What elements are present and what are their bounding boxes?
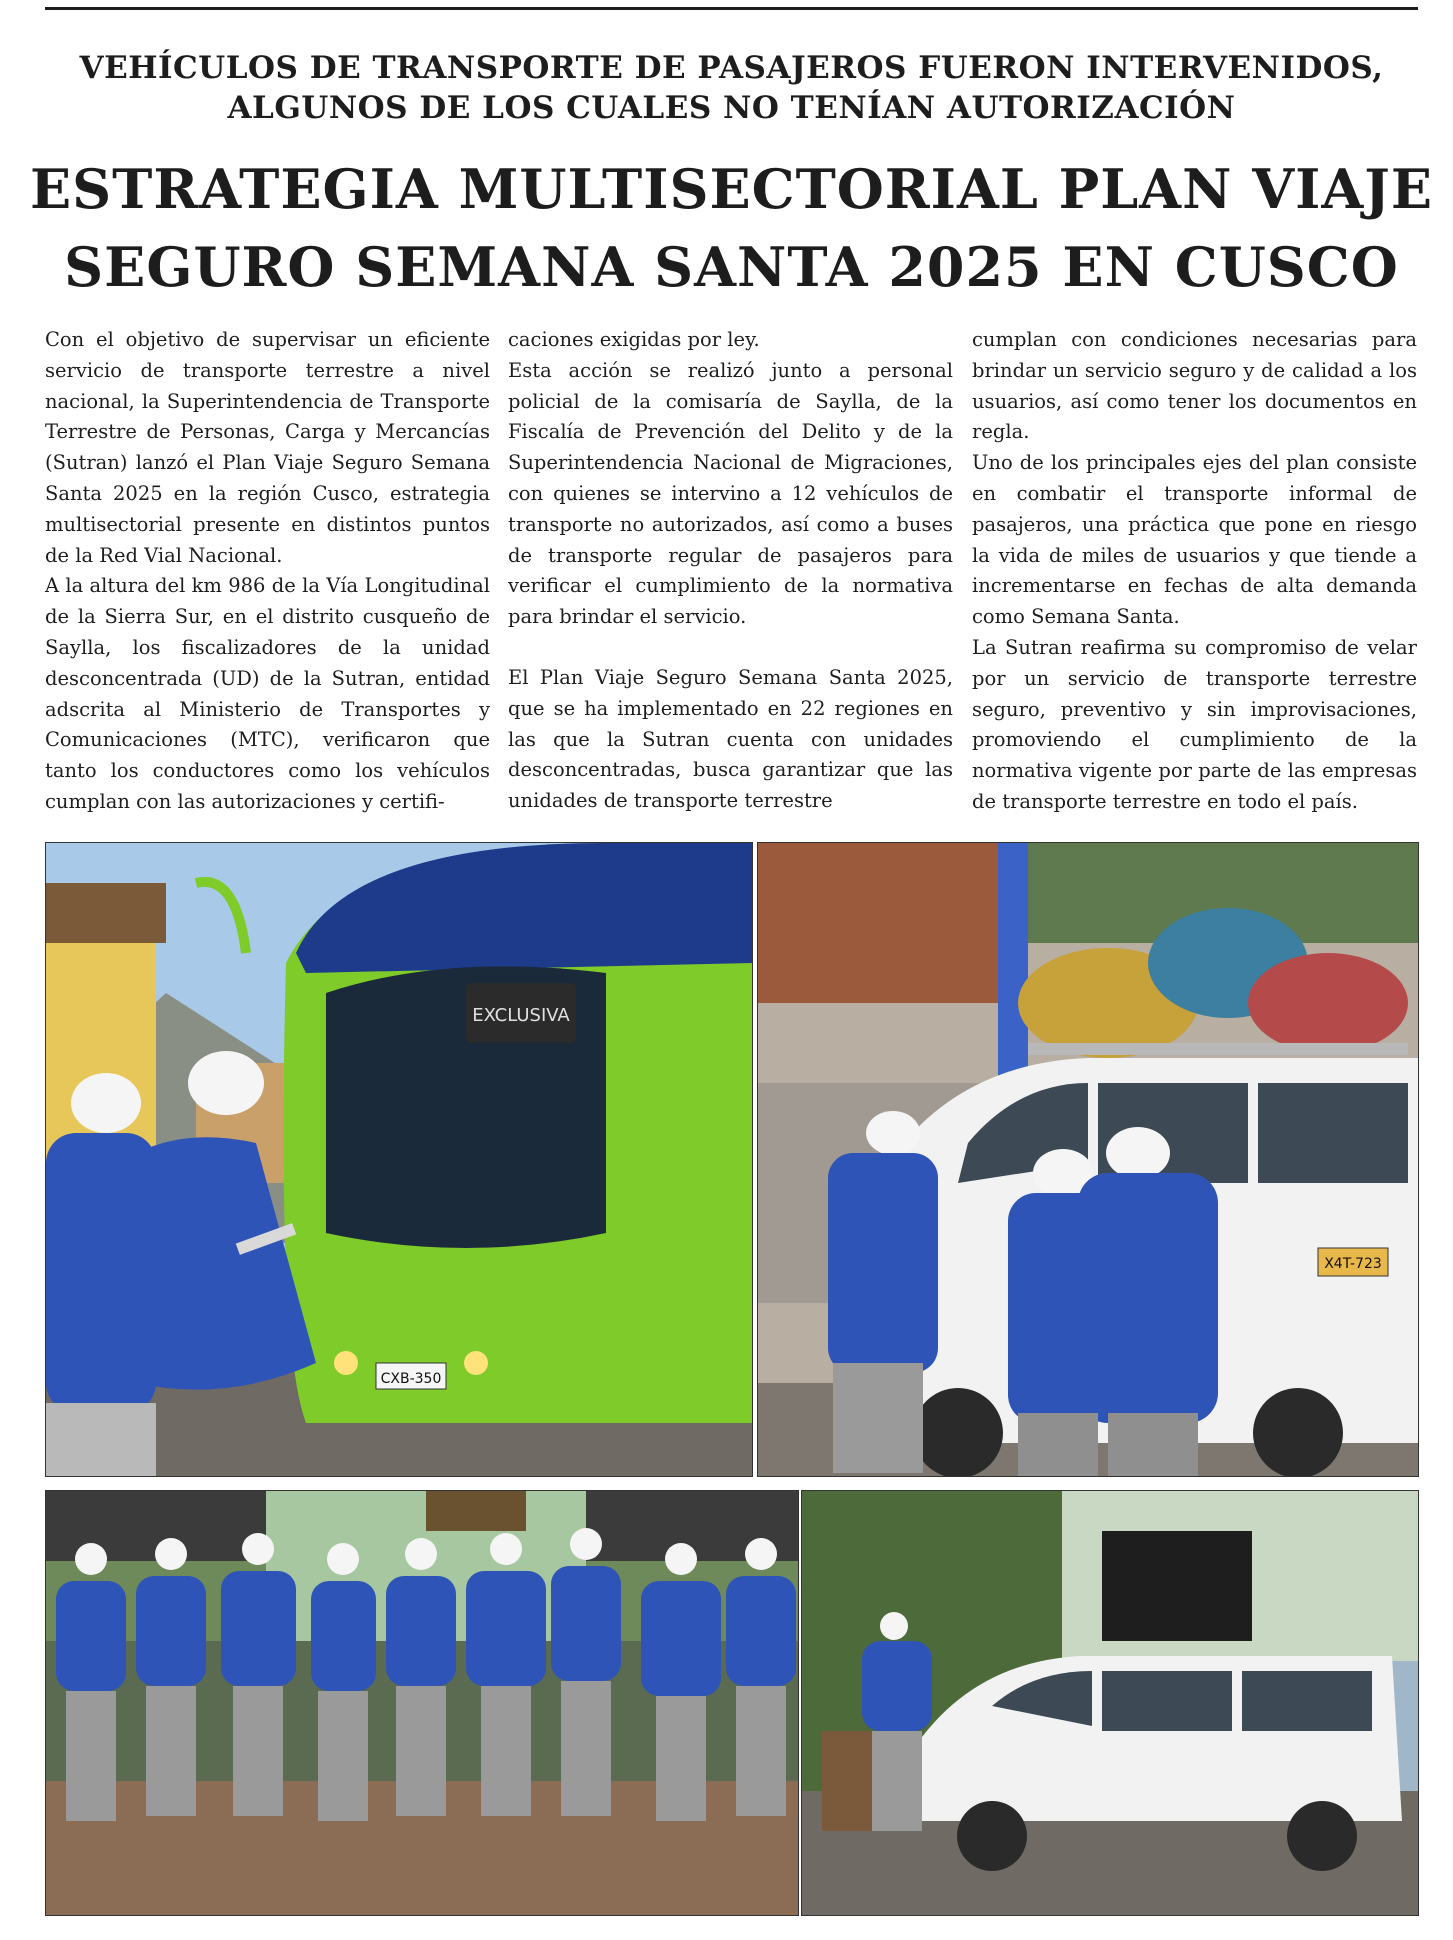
top-rule <box>45 7 1418 10</box>
bus-windshield-sign: EXCLUSIVA <box>472 1005 570 1026</box>
photo-car-inspection <box>801 1490 1419 1916</box>
paragraph-gap <box>508 633 953 663</box>
paragraph: Con el objetivo de supervisar un eficiente servicio de transporte terrestre a nivel nacional, la Superintendencia de Transporte Terrestre de Personas, Carga y Mercancías (Sutran) lanzó el Plan Viaje Seguro Semana Santa 2025 en la región Cusco, estrategia multisectorial presente en distintos puntos de la Red Vial Nacional. <box>45 328 490 567</box>
paragraph: La Sutran reafirma su compromiso de velar por un servicio de transporte terrestre seguro, preventivo y sin improvisaciones, promoviendo el cumplimiento de la normativa vigente por parte de las empresas de transporte terrestre en todo el país. <box>972 635 1417 813</box>
paragraph: cumplan con condiciones necesarias para brindar un servicio seguro y de calidad a los usuarios, así como tener los documentos en regla. <box>972 328 1417 444</box>
article-column-2 <box>508 325 953 817</box>
headline-line-1: ESTRATEGIA MULTISECTORIAL PLAN VIAJE <box>30 157 1434 221</box>
van-license-plate: X4T-723 <box>1324 1256 1382 1272</box>
bus-license-plate: CXB-350 <box>380 1371 442 1387</box>
photo-van-inspection <box>757 842 1419 1477</box>
paragraph: Esta acción se realizó junto a personal policial de la comisaría de Saylla, de la Fiscalía de Prevención del Delito y de la Superintendencia Nacional de Migraciones, con quienes se intervino a 12 vehículos de transporte no autorizados, así como a buses de transporte regular de pasajeros para verificar el cumplimiento de la normativa para brindar el servicio. <box>508 358 953 629</box>
subheadline <box>45 48 1418 128</box>
subheadline-line-1: VEHÍCULOS DE TRANSPORTE DE PASAJEROS FUERON INTERVENIDOS, <box>79 50 1384 86</box>
photo-inspector-team <box>45 1490 799 1916</box>
article-column-1 <box>45 325 490 818</box>
paragraph: caciones exigidas por ley. <box>508 328 760 351</box>
paragraph: A la altura del km 986 de la Vía Longitudinal de la Sierra Sur, en el distrito cusqueño de Saylla, los fiscalizadores de la unidad desconcentrada (UD) de la Sutran, entidad adscrita al Ministerio de Transportes y Comunicaciones (MTC), verificaron que tanto los conductores como los vehículos cumplan con las autorizaciones y certifi- <box>45 574 490 813</box>
paragraph: Uno de los principales ejes del plan consiste en combatir el transporte informal de pasajeros, una práctica que pone en riesgo la vida de miles de usuarios y que tiende a incrementarse en fechas de alta demanda como Semana Santa. <box>972 451 1417 629</box>
photo-bus-inspection <box>45 842 753 1477</box>
paragraph: El Plan Viaje Seguro Semana Santa 2025, que se ha implementado en 22 regiones en las que la Sutran cuenta con unidades desconcentradas, busca garantizar que las unidades de transporte terrestre <box>508 665 953 813</box>
article-column-3 <box>972 325 1417 818</box>
headline-line-2: SEGURO SEMANA SANTA 2025 EN CUSCO <box>64 235 1399 299</box>
headline <box>30 150 1433 306</box>
subheadline-line-2: ALGUNOS DE LOS CUALES NO TENÍAN AUTORIZACIÓN <box>227 90 1236 126</box>
